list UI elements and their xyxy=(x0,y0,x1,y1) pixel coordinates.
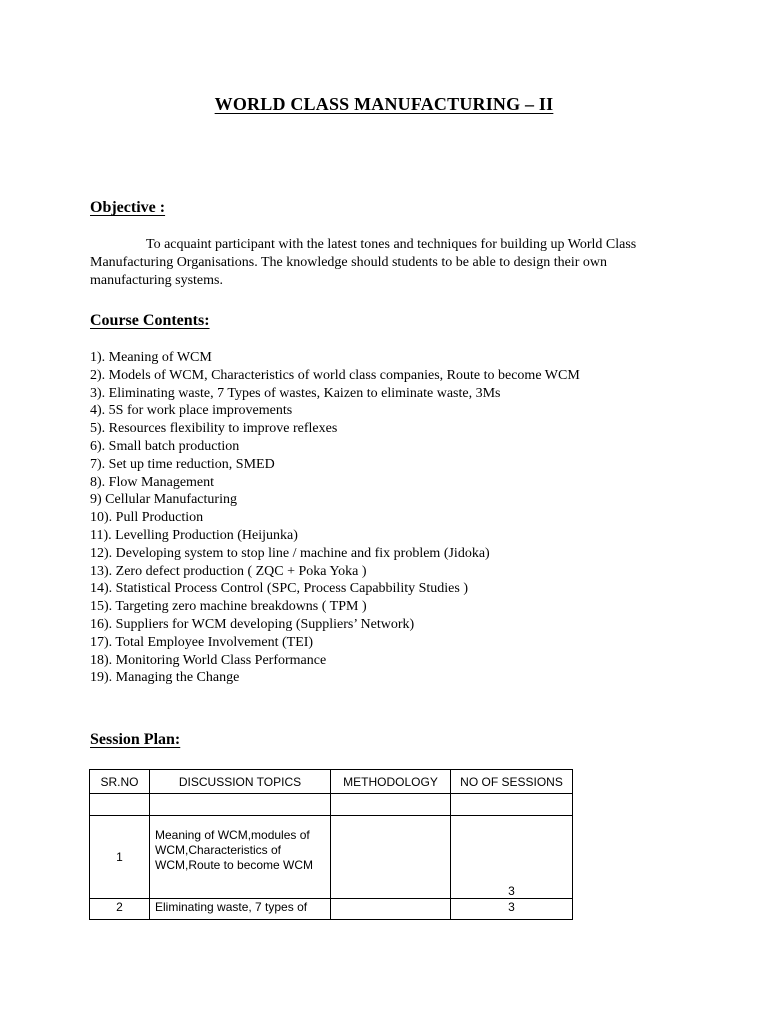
session-plan-table xyxy=(89,769,573,920)
list-item: 8). Flow Management xyxy=(90,474,215,490)
document-title: WORLD CLASS MANUFACTURING – II xyxy=(214,94,554,114)
table-row xyxy=(90,816,573,899)
list-item: 10). Pull Production xyxy=(90,510,204,526)
list-item: 9) Cellular Manufacturing xyxy=(90,492,237,508)
objective-text: To acquaint participant with the latest tones and techniques for building up World Class Manufacturing Organisations. The knowledge should students to be able to design their own manufacturing systems. xyxy=(90,237,637,288)
column-header-no-of-sessions: NO OF SESSIONS xyxy=(451,770,573,794)
sr-no-cell: 2 xyxy=(90,899,150,920)
table-cell xyxy=(451,794,573,816)
list-item: 16). Suppliers for WCM developing (Suppliers’ Network) xyxy=(90,616,415,632)
list-item: 11). Levelling Production (Heijunka) xyxy=(90,527,298,543)
list-item: 18). Monitoring World Class Performance xyxy=(90,652,327,668)
list-item: 15). Targeting zero machine breakdowns ( TPM ) xyxy=(90,599,367,615)
table-row-blank xyxy=(90,794,573,816)
list-item: 1). Meaning of WCM xyxy=(90,350,212,365)
sessions-cell: 3 xyxy=(451,816,573,899)
course-contents-heading: Course Contents: xyxy=(90,312,210,329)
table-cell xyxy=(150,794,331,816)
column-header-discussion-topics: DISCUSSION TOPICS xyxy=(150,770,331,794)
list-item: 4). 5S for work place improvements xyxy=(90,403,293,419)
sessions-cell: 3 xyxy=(451,899,573,920)
table-header-row xyxy=(90,770,573,794)
list-item: 7). Set up time reduction, SMED xyxy=(90,456,275,472)
topic-cell: Meaning of WCM,modules of WCM,Characteristics of WCM,Route to become WCM xyxy=(150,816,331,899)
column-header-sr-no: SR.NO xyxy=(90,770,150,794)
list-item: 12). Developing system to stop line / machine and fix problem (Jidoka) xyxy=(90,545,490,561)
methodology-cell xyxy=(331,899,451,920)
list-item: 3). Eliminating waste, 7 Types of wastes, Kaizen to eliminate waste, 3Ms xyxy=(90,385,501,401)
objective-heading: Objective : xyxy=(90,199,166,216)
column-header-methodology: METHODOLOGY xyxy=(331,770,451,794)
table-cell xyxy=(90,794,150,816)
course-contents-list xyxy=(90,349,580,687)
session-plan-heading: Session Plan: xyxy=(90,731,181,748)
list-item: 17). Total Employee Involvement (TEI) xyxy=(90,634,314,650)
objective-paragraph xyxy=(90,236,690,290)
list-item: 14). Statistical Process Control (SPC, Process Capabbility Studies ) xyxy=(90,581,468,597)
list-item: 13). Zero defect production ( ZQC + Poka Yoka ) xyxy=(90,563,367,579)
table-row xyxy=(90,899,573,920)
list-item: 2). Models of WCM, Characteristics of world class companies, Route to become WCM xyxy=(90,367,580,383)
sr-no-cell: 1 xyxy=(90,816,150,899)
methodology-cell xyxy=(331,816,451,899)
list-item: 5). Resources flexibility to improve reflexes xyxy=(90,421,338,437)
topic-cell: Eliminating waste, 7 types of xyxy=(150,899,331,920)
table-cell xyxy=(331,794,451,816)
list-item: 19). Managing the Change xyxy=(90,670,240,686)
list-item: 6). Small batch production xyxy=(90,438,240,454)
